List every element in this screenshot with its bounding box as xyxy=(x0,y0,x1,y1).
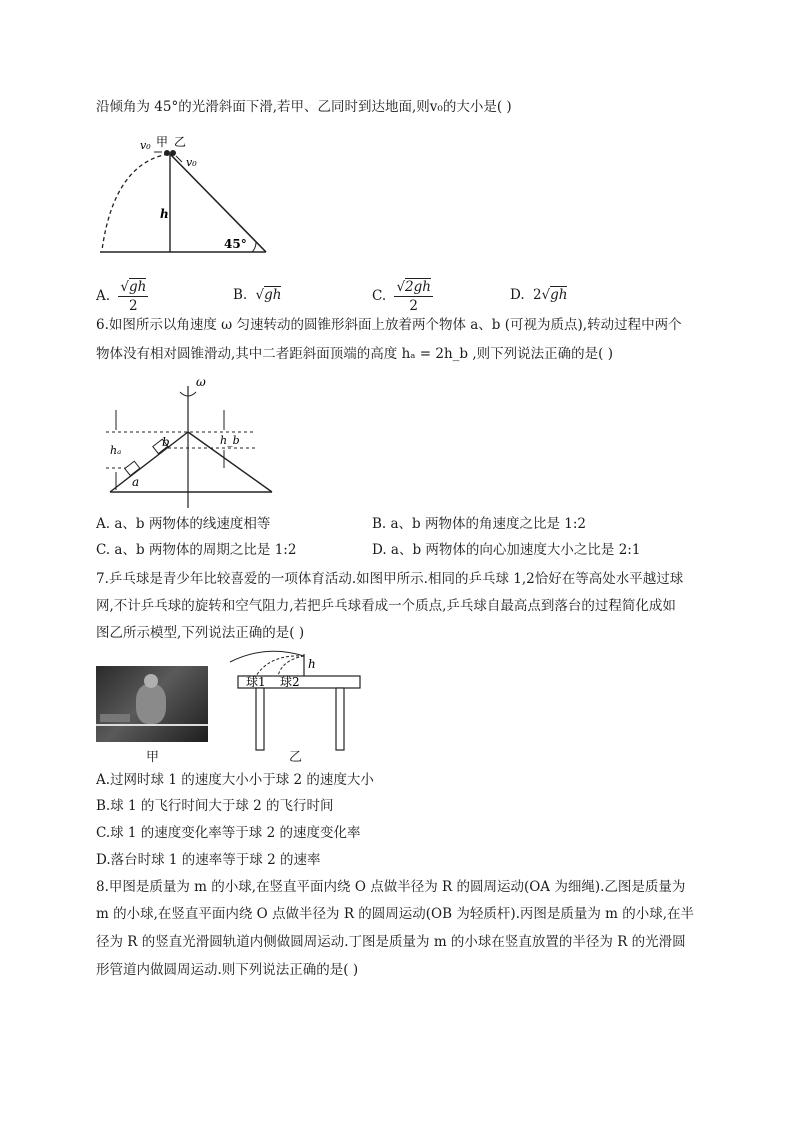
v0-left-label: v₀ xyxy=(140,139,151,152)
q6-stem-line1: 6.如图所示以角速度 ω 匀速转动的圆锥形斜面上放着两个物体 a、b (可视为质点),转动过程中两个 xyxy=(96,317,682,333)
q5-option-a-radicand: gh xyxy=(128,279,147,295)
ball2-label: 球2 xyxy=(280,675,300,689)
q6-option-d[interactable]: D. a、b 两物体的向心加速度大小之比是 2:1 xyxy=(372,542,641,558)
q5-option-d[interactable]: D. 2√gh xyxy=(510,287,568,303)
q7-option-d[interactable]: D.落台时球 1 的速率等于球 2 的速率 xyxy=(96,852,321,868)
projectile-path xyxy=(102,154,168,250)
table-tennis-photo xyxy=(96,666,208,742)
b-label: b xyxy=(162,435,170,449)
caption-yi: 乙 xyxy=(289,750,303,765)
table-leg-left xyxy=(256,688,264,750)
outer-arc xyxy=(230,651,304,662)
a-label: a xyxy=(132,475,140,489)
yi-label: 乙 xyxy=(174,135,187,149)
hb-label: h_b xyxy=(220,434,240,447)
q7-stem-line1: 7.乒乓球是青少年比较喜爱的一项体育活动.如图甲所示.相同的乒乓球 1,2恰好在等高处水平越过球 xyxy=(96,571,684,587)
q6-option-c[interactable]: C. a、b 两物体的周期之比是 1:2 xyxy=(96,542,297,558)
ha-label: hₐ xyxy=(110,444,122,457)
ball2-trajectory xyxy=(278,656,304,676)
q7-option-b[interactable]: B.球 1 的飞行时间大于球 2 的飞行时间 xyxy=(96,798,334,814)
q5-option-d-letter: D. xyxy=(510,287,525,303)
omega-label: ω xyxy=(196,375,206,389)
h-label: h xyxy=(160,207,169,221)
block-a xyxy=(125,461,140,475)
q5-option-a-denominator: 2 xyxy=(129,298,138,314)
ball1-trajectory xyxy=(256,656,304,676)
q8-stem-line2: m 的小球,在竖直平面内绕 O 点做半径为 R 的圆周运动(OB 为轻质杆).丙图是质量为 m 的小球,在半 xyxy=(96,906,695,922)
q5-option-b-letter: B. xyxy=(233,287,248,303)
cone-left-side xyxy=(110,432,188,492)
q8-stem-line4: 形管道内做圆周运动.则下列说法正确的是( ) xyxy=(96,962,359,978)
angle-arc xyxy=(252,242,256,252)
q5-option-c-denominator: 2 xyxy=(409,298,418,314)
q5-option-b-radicand: gh xyxy=(264,287,282,303)
q7-stem-line3: 图乙所示模型,下列说法正确的是( ) xyxy=(96,625,305,641)
q5-option-c-letter: C. xyxy=(372,288,387,304)
q5-option-d-coef: 2 xyxy=(532,287,542,303)
ball-jia xyxy=(164,150,170,156)
q5-option-a-letter: A. xyxy=(96,288,111,304)
q5-stem: 沿倾角为 45°的光滑斜面下滑,若甲、乙同时到达地面,则v₀的大小是( ) xyxy=(96,99,512,115)
q6-figure xyxy=(96,376,278,510)
q7-option-a[interactable]: A.过网时球 1 的速度大小小于球 2 的速度大小 xyxy=(96,772,374,788)
incline-line xyxy=(170,154,266,252)
q5-option-c[interactable]: C. $\frac{√2gh}{2}$ xyxy=(372,279,431,314)
q8-stem-line3: 径为 R 的竖直光滑圆轨道内侧做圆周运动.丁图是质量为 m 的小球在竖直放置的半径为 R 的光滑圆 xyxy=(96,934,686,950)
q7-figure xyxy=(226,650,366,760)
v0-right-label: v₀ xyxy=(186,156,197,169)
q7-stem-line2: 网,不计乒乓球的旋转和空气阻力,若把乒乓球看成一个质点,乒乓球自最高点到落台的过程简化成如 xyxy=(96,598,676,614)
q6-option-a[interactable]: A. a、b 两物体的线速度相等 xyxy=(96,516,271,532)
h-label: h xyxy=(308,657,316,671)
ball-yi xyxy=(170,150,176,156)
jia-label: 甲 xyxy=(156,135,169,149)
q5-option-a[interactable]: A. $\frac{√gh}{2}$ xyxy=(96,279,147,314)
q8-stem-line1: 8.甲图是质量为 m 的小球,在竖直平面内绕 O 点做半径为 R 的圆周运动(OA 为细绳).乙图是质量为 xyxy=(96,879,686,895)
ball1-label: 球1 xyxy=(246,675,266,689)
caption-jia: 甲 xyxy=(146,750,160,765)
q6-option-b[interactable]: B. a、b 两物体的角速度之比是 1:2 xyxy=(372,516,587,532)
q6-stem-line2: 物体没有相对圆锥滑动,其中二者距斜面顶端的高度 hₐ = 2h_b ,则下列说法正确的是( ) xyxy=(96,346,613,362)
q5-figure xyxy=(96,132,276,256)
q7-option-c[interactable]: C.球 1 的速度变化率等于球 2 的速度变化率 xyxy=(96,825,361,841)
q5-option-d-radicand: gh xyxy=(550,287,568,303)
angle-label: 45° xyxy=(224,237,247,251)
q5-option-b[interactable]: B. √gh xyxy=(233,287,282,303)
q5-option-c-radicand: 2gh xyxy=(405,279,431,295)
table-leg-right xyxy=(336,688,344,750)
